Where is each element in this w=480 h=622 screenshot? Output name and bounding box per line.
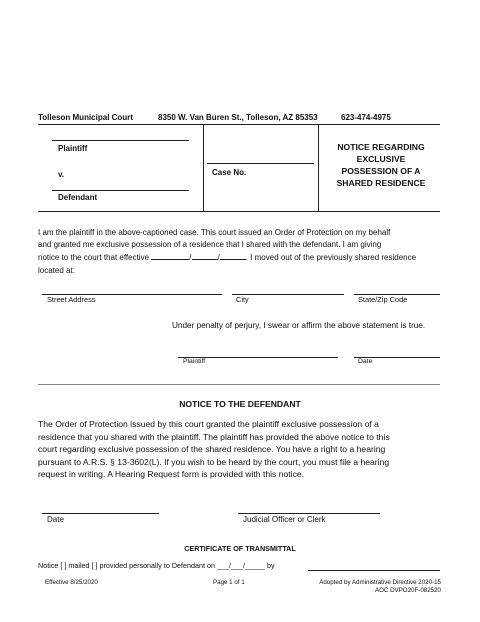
statement-line-3-pre: notice to the court that effective: [38, 253, 150, 263]
header-rule: [38, 124, 440, 125]
notice-line-4: pursuant to A.R.S. § 13-3602(L). If you wish to be heard by the court, you must file a hearing: [38, 456, 390, 467]
caption-bottom-rule: [38, 211, 440, 212]
date-separator: /: [217, 253, 220, 263]
plaintiff-line[interactable]: [52, 140, 189, 141]
form-title-line-3: POSSESSION OF A: [341, 166, 421, 176]
notice-line-1: The Order of Protection issued by this court granted the plaintiff exclusive possession of a: [38, 419, 379, 429]
section-divider: [38, 384, 440, 385]
plaintiff-signature-label: Plaintiff: [183, 358, 206, 365]
notice-date-label: Date: [47, 515, 64, 524]
notice-paragraph: [38, 418, 458, 481]
statement-line-3: [38, 251, 448, 264]
caption-divider-right: [318, 124, 319, 211]
notice-heading: NOTICE TO THE DEFENDANT: [179, 399, 301, 409]
statement-line-3-post: . I moved out of the previously shared residence: [245, 253, 417, 263]
form-title-line-1: NOTICE REGARDING: [337, 142, 425, 152]
defendant-label: Defendant: [58, 193, 98, 202]
statement-line-4: located at:: [38, 265, 75, 275]
defendant-line[interactable]: [52, 190, 189, 191]
case-no-line[interactable]: [207, 163, 314, 164]
court-address: 8350 W. Van Buren St., Tolleson, AZ 85353: [158, 113, 318, 122]
perjury-statement: Under penalty of perjury, I swear or affirm the above statement is true.: [172, 321, 426, 330]
footer-code: AOC DVPO20F-082520: [374, 587, 441, 594]
state-zip-label: State/Zip Code: [358, 295, 408, 304]
date-separator: /: [189, 253, 192, 263]
versus-label: v.: [58, 170, 65, 179]
plaintiff-date-label: Date: [358, 358, 373, 365]
certificate-heading: CERTIFICATE OF TRANSMITTAL: [184, 544, 296, 553]
transmittal-by-line[interactable]: [308, 570, 440, 571]
statement-paragraph: [38, 227, 448, 277]
notice-line-2: residence that you shared with the plaintiff. The plaintiff has provided the above notice to this: [38, 431, 390, 442]
certificate-text: Notice [ ] mailed [ ] provided personally to Defendant on ___/___/_____ by: [38, 561, 275, 570]
effective-year-blank[interactable]: [217, 251, 246, 263]
form-title-line-4: SHARED RESIDENCE: [336, 178, 426, 188]
street-address-label: Street Address: [47, 295, 96, 304]
statement-line-1: I am the plaintiff in the above-captioned case. This court issued an Order of Protection on my behalf: [38, 228, 391, 237]
notice-line-5: request in writing. A Hearing Request form is provided with this notice.: [38, 469, 305, 480]
court-name: Tolleson Municipal Court: [38, 113, 133, 122]
footer-effective: Effective 8/25/2020: [45, 579, 98, 586]
footer-page: Page 1 of 1: [213, 579, 245, 586]
caption-divider: [203, 124, 204, 211]
notice-date-line[interactable]: [42, 513, 159, 514]
form-title-line-2: EXCLUSIVE: [356, 154, 406, 164]
statement-line-2: and granted me exclusive possession of a residence that I shared with the defendant. I am giving: [38, 240, 382, 250]
footer-adopted: Adopted by Administrative Directive 2020-15: [319, 579, 441, 586]
form-title: [322, 141, 440, 189]
city-label: City: [236, 295, 249, 304]
court-phone: 623-474-4975: [341, 113, 391, 122]
plaintiff-label: Plaintiff: [58, 144, 88, 153]
judicial-officer-line[interactable]: [238, 513, 380, 514]
case-no-label: Case No.: [212, 168, 247, 177]
judicial-officer-label: Judicial Officer or Clerk: [243, 515, 326, 524]
notice-line-3: court regarding exclusive possession of the shared residence. You have a right to a hearing: [38, 444, 386, 455]
effective-day-blank[interactable]: [192, 251, 220, 263]
effective-month-blank[interactable]: [151, 251, 192, 263]
